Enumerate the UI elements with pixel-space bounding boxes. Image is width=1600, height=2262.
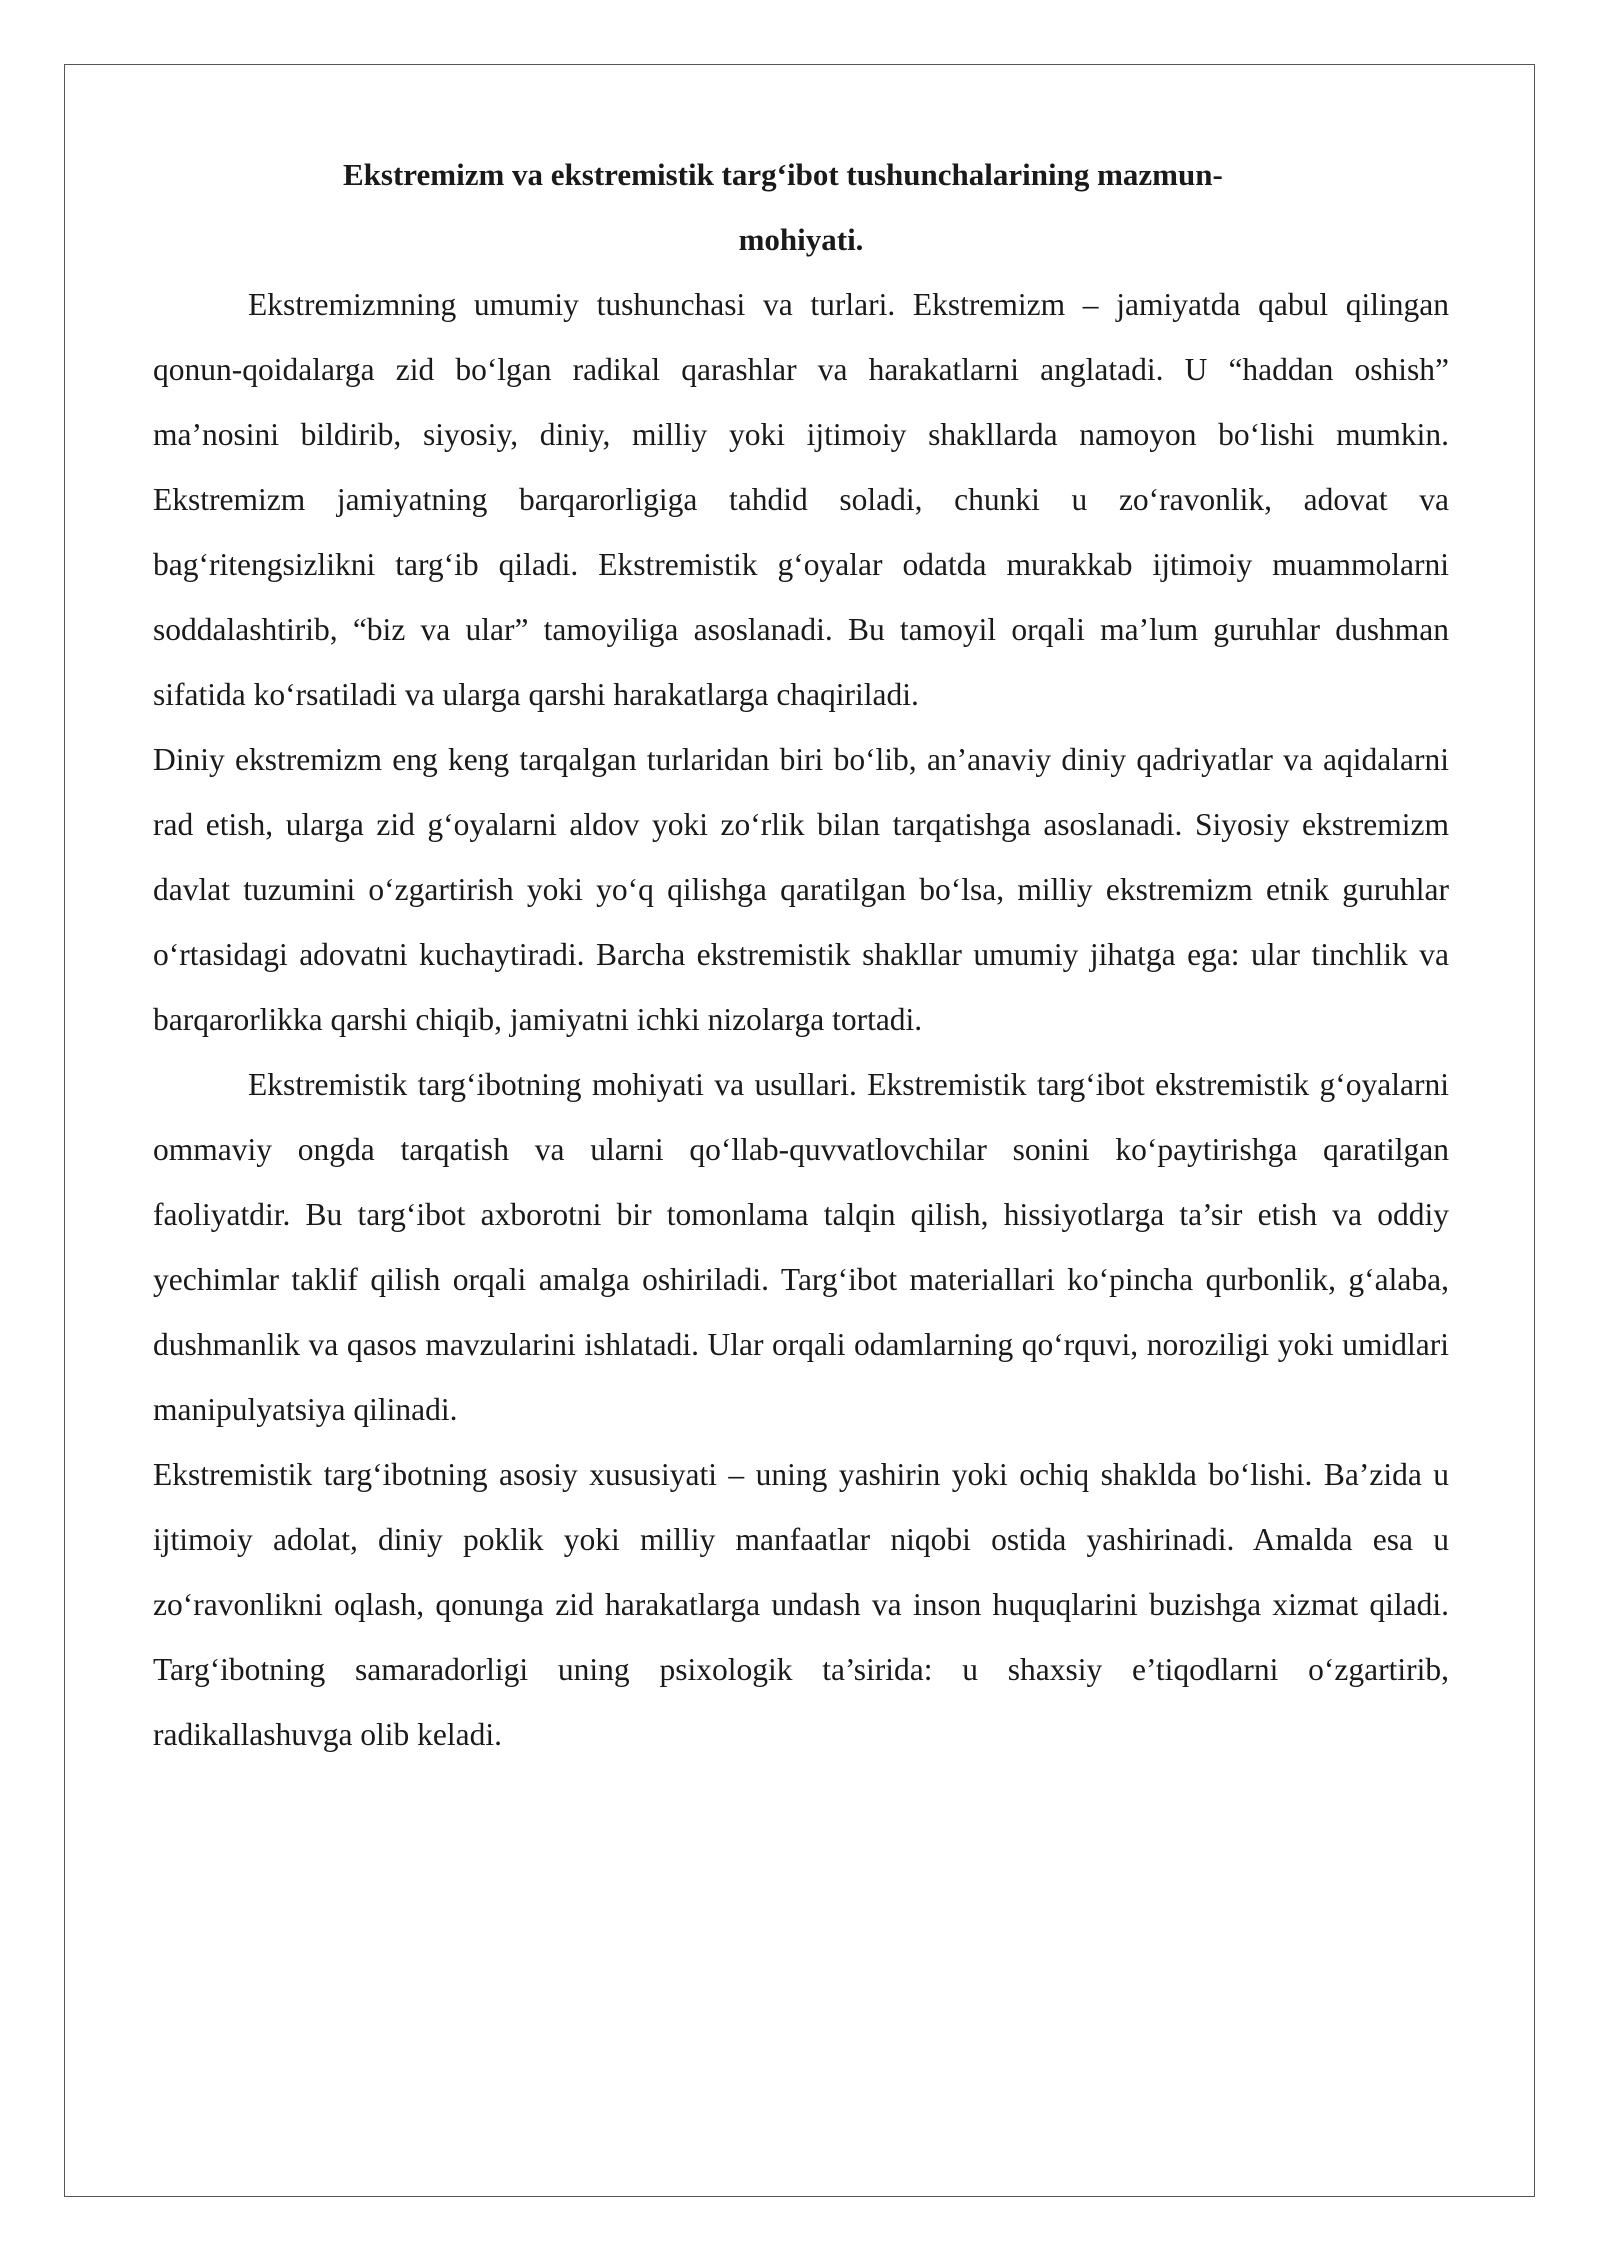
- paragraph-propaganda-features: Ekstremistik targ‘ibotning asosiy xususiyati – uning yashirin yoki ochiq shaklda bo‘lishi. Ba’zida u ijtimoiy adolat, diniy poklik yoki milliy manfaatlar niqobi ostida yashirinadi. Amalda esa u zo‘ravonlikni oqlash, qonunga zid harakatlarga undash va inson huquqlarini buzishga xizmat qiladi. Targ‘ibotning samaradorligi uning psixologik ta’sirida: u shaxsiy e’tiqodlarni o‘zgartirib, radikallashuvga olib keladi.: [153, 1457, 1449, 1752]
- paragraph-extremism-overview: Ekstremizmning umumiy tushunchasi va turlari. Ekstremizm – jamiyatda qabul qilingan qonun-qoidalarga zid bo‘lgan radikal qarashlar va harakatlarni anglatadi. U “haddan oshish” ma’nosini bildirib, siyosiy, diniy, milliy yoki ijtimoiy shakllarda namoyon bo‘lishi mumkin. Ekstremizm jamiyatning barqarorligiga tahdid soladi, chunki u zo‘ravonlik, adovat va bag‘ritengsizlikni targ‘ib qiladi. Ekstremistik g‘oyalar odatda murakkab ijtimoiy muammolarni soddalashtirib, “biz va ular” tamoyiliga asoslanadi. Bu tamoyil orqali ma’lum guruhlar dushman sifatida ko‘rsatiladi va ularga qarshi harakatlarga chaqiriladi.: [153, 287, 1449, 712]
- title-line-1: Ekstremizm va ekstremistik targ‘ibot tushunchalarining mazmun-: [343, 157, 1223, 192]
- paragraph-propaganda-essence: Ekstremistik targ‘ibotning mohiyati va usullari. Ekstremistik targ‘ibot ekstremistik g‘oyalarni ommaviy ongda tarqatish va ularni qo‘llab-quvvatlovchilar sonini ko‘paytirishga qaratilgan faoliyatdir. Bu targ‘ibot axborotni bir tomonlama talqin qilish, hissiyotlarga ta’sir etish va oddiy yechimlar taklif qilish orqali amalga oshiriladi. Targ‘ibot materiallari ko‘pincha qurbonlik, g‘alaba, dushmanlik va qasos mavzularini ishlatadi. Ular orqali odamlarning qo‘rquvi, noroziligi yoki umidlari manipulyatsiya qilinadi.: [153, 1067, 1449, 1427]
- paragraph-extremism-types: Diniy ekstremizm eng keng tarqalgan turlaridan biri bo‘lib, an’anaviy diniy qadriyatlar va aqidalarni rad etish, ularga zid g‘oyalarni aldov yoki zo‘rlik bilan tarqatishga asoslanadi. Siyosiy ekstremizm davlat tuzumini o‘zgartirish yoki yo‘q qilishga qaratilgan bo‘lsa, milliy ekstremizm etnik guruhlar o‘rtasidagi adovatni kuchaytiradi. Barcha ekstremistik shakllar umumiy jihatga ega: ular tinchlik va barqarorlikka qarshi chiqib, jamiyatni ichki nizolarga tortadi.: [153, 742, 1449, 1037]
- title-line-2: mohiyati.: [738, 222, 864, 257]
- document-body: [153, 142, 1449, 1767]
- document-title: [153, 142, 1449, 272]
